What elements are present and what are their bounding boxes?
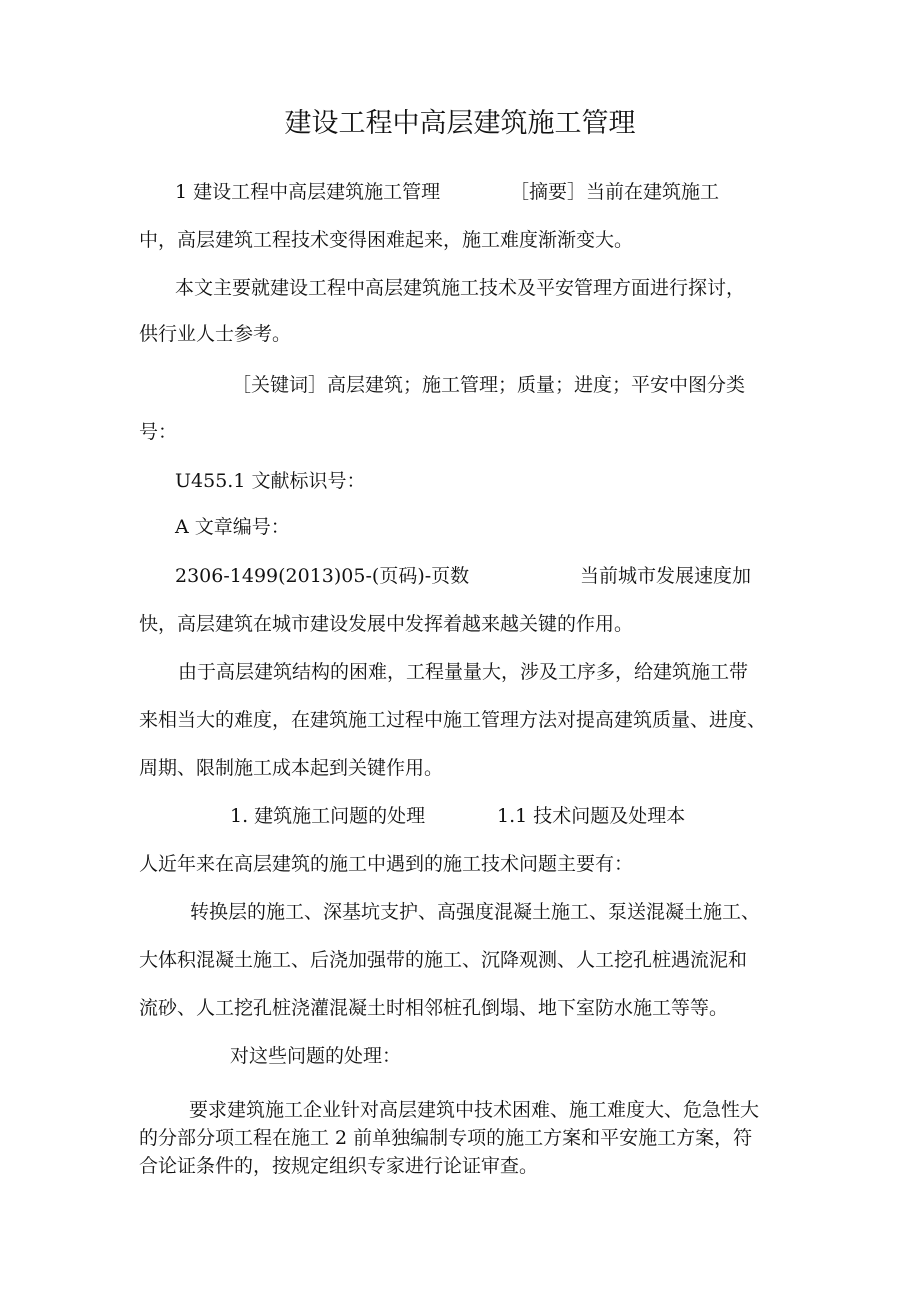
- text-line: 要求建筑施工企业针对高层建筑中技术困难、施工难度大、危急性大: [189, 1099, 760, 1121]
- text-line: ［关键词］高层建筑；施工管理；质量；进度；平安中图分类: [232, 374, 746, 396]
- text-line: 来相当大的难度，在建筑施工过程中施工管理方法对提高建筑质量、进度、: [139, 709, 767, 731]
- text-line: 2306-1499(2013)05-(页码)-页数: [175, 565, 470, 587]
- text-line: U455.1 文献标识号：: [175, 470, 366, 492]
- text-line: 大体积混凝土施工、后浇加强带的施工、沉降观测、人工挖孔桩遇流泥和: [139, 949, 748, 971]
- text-line: 流砂、人工挖孔桩浇灌混凝土时相邻桩孔倒塌、地下室防水施工等等。: [139, 997, 729, 1019]
- text-line: 快，高层建筑在城市建设发展中发挥着越来越关键的作用。: [139, 613, 634, 635]
- text-line: 供行业人士参考。: [139, 323, 292, 345]
- text-line: 1 建设工程中高层建筑施工管理: [175, 181, 441, 203]
- text-line: 周期、限制施工成本起到关键作用。: [139, 757, 444, 779]
- text-line: 当前城市发展速度加: [580, 565, 752, 587]
- text-line: ［摘要］当前在建筑施工: [510, 181, 720, 203]
- text-line: 转换层的施工、深基坑支护、高强度混凝土施工、泵送混凝土施工、: [190, 901, 761, 923]
- section-heading: 1.1 技术问题及处理本: [497, 805, 686, 827]
- text-line: 中，高层建筑工程技术变得困难起来，施工难度渐渐变大。: [139, 229, 634, 251]
- text-line: 合论证条件的，按规定组织专家进行论证审查。: [139, 1155, 539, 1177]
- document-title: 建设工程中高层建筑施工管理: [284, 108, 636, 139]
- text-line: 对这些问题的处理：: [230, 1045, 402, 1067]
- text-line: 号：: [139, 421, 178, 443]
- text-line: A 文章编号：: [175, 516, 290, 538]
- text-line: 由于高层建筑结构的困难，工程量量大，涉及工序多，给建筑施工带: [178, 661, 749, 683]
- text-line: 人近年来在高层建筑的施工中遇到的施工技术问题主要有：: [139, 853, 634, 875]
- section-heading: 1. 建筑施工问题的处理: [230, 805, 426, 827]
- text-line: 的分部分项工程在施工 2 前单独编制专项的施工方案和平安施工方案，符: [139, 1127, 753, 1149]
- text-line: 本文主要就建设工程中高层建筑施工技术及平安管理方面进行探讨，: [175, 277, 746, 299]
